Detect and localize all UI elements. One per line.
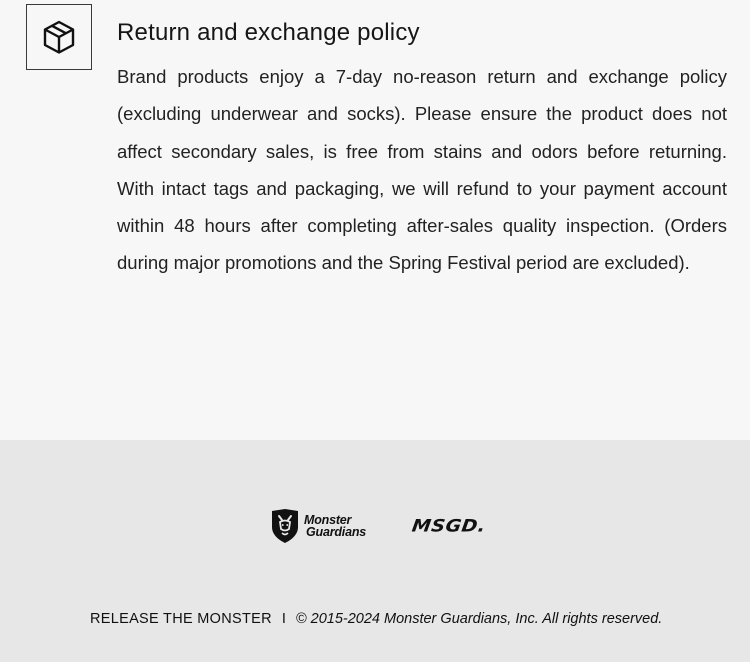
brand-logo-line2: Guardians	[306, 525, 367, 539]
monster-shield-icon	[270, 508, 300, 544]
box-icon	[26, 4, 92, 70]
policy-title: Return and exchange policy	[117, 19, 420, 46]
brand-logo-line1: Monster	[304, 513, 352, 527]
copyright-text: © 2015-2024 Monster Guardians, Inc. All rights reserved.	[295, 611, 663, 627]
footer-logos	[270, 508, 486, 544]
policy-description: Brand products enjoy a 7-day no-reason return and exchange policy (excluding underwear and socks). Please ensure the product does not affect secondary sales, is free from stains and odors before returning. With intact tags and packaging, we will refund to your payment account within 48 hours after completing after-sales quality inspection. (Orders during major promotions and the Spring Festival period are excluded).	[117, 66, 727, 274]
msgd-logo: MSGD.	[410, 516, 488, 536]
site-footer	[0, 440, 750, 662]
brand-tagline: RELEASE THE MONSTER	[90, 611, 272, 627]
copyright-line	[90, 611, 662, 627]
monster-guardians-logo	[270, 508, 366, 544]
separator: I	[281, 611, 286, 627]
